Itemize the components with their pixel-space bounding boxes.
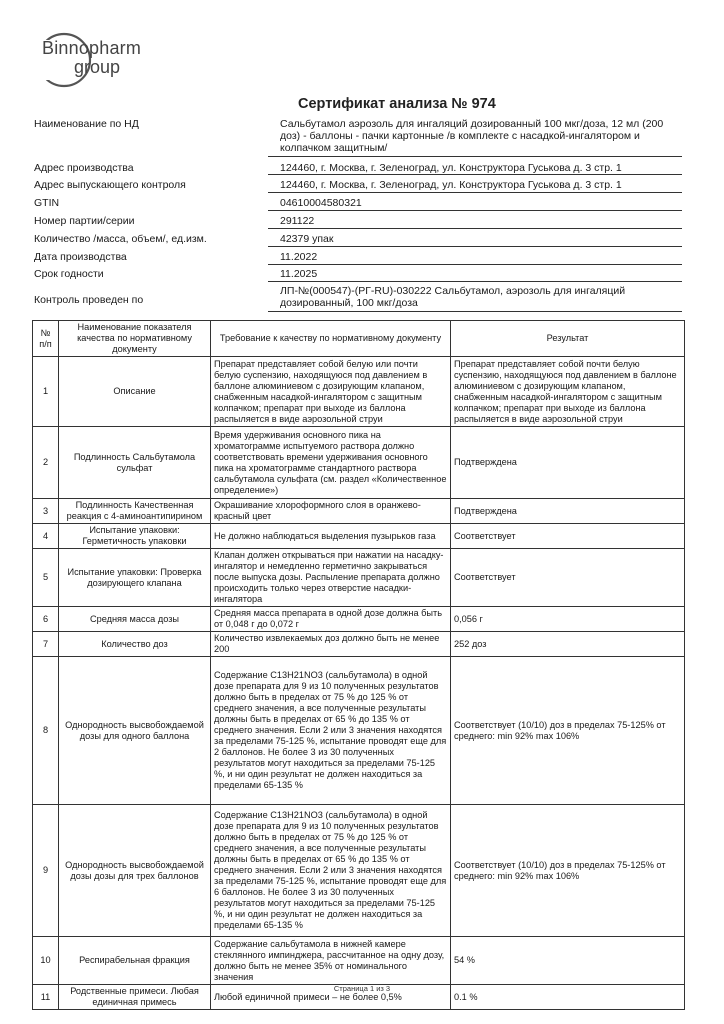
row-indicator: Однородность высвобождаемой дозы дозы для трех баллонов: [59, 805, 211, 937]
row-result: Подтверждена: [451, 499, 685, 524]
info-underline: [268, 192, 682, 193]
row-indicator: Подлинность Сальбутамола сульфат: [59, 427, 211, 499]
row-result: Соответствует (10/10) доз в пределах 75-125% от среднего: min 92% max 106%: [451, 805, 685, 937]
row-number: 11: [33, 985, 59, 1010]
row-indicator: Подлинность Качественная реакция с 4-аминоантипирином: [59, 499, 211, 524]
row-number: 6: [33, 607, 59, 632]
info-underline: [268, 264, 682, 265]
table-row: [33, 549, 685, 607]
info-label: Адрес выпускающего контроля: [34, 179, 186, 191]
table-row: [33, 657, 685, 805]
row-requirement: Содержание C13H21NO3 (сальбутамола) в одной дозе препарата для 9 из 10 полученных результатов должно быть в пределах от 75 % до 125 % от среднего значения, а все полученные результаты должны быть в пределах от 65 % до 135 % от среднего значения. Если 2 или 3 значения находятся за пределами 75-125 %, испытание проводят еще для 2 баллонов. Не более 3 из 30 полученных результатов могут находиться за пределами 75-125 %, и ни один результат не должен находиться за пределами 65-135 %: [211, 657, 451, 805]
header-requirement: Требование к качеству по нормативному документу: [211, 321, 451, 357]
info-label: Адрес производства: [34, 162, 134, 174]
info-label: Наименование по НД: [34, 118, 139, 130]
row-requirement: Окрашивание хлороформного слоя в оранжево-красный цвет: [211, 499, 451, 524]
info-value: 124460, г. Москва, г. Зеленоград, ул. Конструктора Гуськова д. 3 стр. 1: [280, 179, 622, 191]
info-value: 124460, г. Москва, г. Зеленоград, ул. Конструктора Гуськова д. 3 стр. 1: [280, 162, 622, 174]
row-number: 1: [33, 357, 59, 427]
row-number: 7: [33, 632, 59, 657]
row-requirement: Время удерживания основного пика на хроматограмме испытуемого раствора должно соответствовать времени удерживания основного пика на хроматограмме стандартного раствора сальбутамола сульфата (см. раздел «Количественное определение»): [211, 427, 451, 499]
info-label: Дата производства: [34, 251, 127, 263]
info-value: 11.2022: [280, 251, 318, 263]
logo-text-line2: group: [74, 57, 121, 77]
info-label: Количество /масса, объем/, ед.изм.: [34, 233, 207, 245]
row-result: Соответствует: [451, 549, 685, 607]
info-underline: [268, 281, 682, 282]
table-row: [33, 632, 685, 657]
row-indicator: Испытание упаковки: Герметичность упаковки: [59, 524, 211, 549]
table-row: [33, 805, 685, 937]
analysis-table: [32, 320, 685, 1010]
table-row: [33, 499, 685, 524]
row-indicator: Родственные примеси. Любая единичная примесь: [59, 985, 211, 1010]
info-underline: [268, 174, 682, 175]
logo-text-line1: Binnopharm: [42, 38, 142, 58]
table-row: [33, 607, 685, 632]
row-requirement: Средняя масса препарата в одной дозе должна быть от 0,048 г до 0,072 г: [211, 607, 451, 632]
table-row: [33, 524, 685, 549]
row-requirement: Количество извлекаемых доз должно быть не менее 200: [211, 632, 451, 657]
row-indicator: Респирабельная фракция: [59, 937, 211, 985]
info-label: GTIN: [34, 197, 60, 209]
row-result: 54 %: [451, 937, 685, 985]
row-result: Подтверждена: [451, 427, 685, 499]
row-number: 5: [33, 549, 59, 607]
row-result: Препарат представляет собой почти белую суспензию, находящуюся под давлением в баллоне алюминиевом с дозирующим клапаном, снабженным насадкой-ингалятором с защитным колпачком; препарат при выходе из баллона распыляется в виде аэрозольной струи: [451, 357, 685, 427]
table-header-row: [33, 321, 685, 357]
row-requirement: Содержание сальбутамола в нижней камере стеклянного импинджера, рассчитанное на одну дозу, должно быть не менее 35% от номинального значения: [211, 937, 451, 985]
info-label: Срок годности: [34, 268, 104, 280]
table-row: [33, 427, 685, 499]
row-result: 0,056 г: [451, 607, 685, 632]
info-value: 42379 упак: [280, 233, 334, 245]
info-label: Номер партии/серии: [34, 215, 135, 227]
row-requirement: Любой единичной примеси – не более 0,5%: [211, 985, 451, 1010]
binnopharm-logo: [36, 30, 166, 90]
info-label: Контроль проведен по: [34, 294, 144, 306]
row-indicator: Количество доз: [59, 632, 211, 657]
info-value: 291122: [280, 215, 315, 227]
info-underline: [268, 311, 682, 312]
row-result: Соответствует: [451, 524, 685, 549]
document-title: Сертификат анализа № 974: [298, 96, 496, 112]
row-indicator: Испытание упаковки: Проверка дозирующего клапана: [59, 549, 211, 607]
page-footer: Страница 1 из 3: [333, 984, 391, 993]
info-value: 04610004580321: [280, 197, 362, 209]
row-requirement: Препарат представляет собой белую или почти белую суспензию, находящуюся под давлением в баллоне алюминиевом с дозирующим клапаном, снабженным насадкой-ингалятором с защитным колпачком; препарат при выходе из баллона распыляется в виде аэрозольной струи: [211, 357, 451, 427]
row-number: 8: [33, 657, 59, 805]
info-underline: [268, 246, 682, 247]
row-number: 3: [33, 499, 59, 524]
row-indicator: Средняя масса дозы: [59, 607, 211, 632]
row-number: 10: [33, 937, 59, 985]
info-underline: [268, 228, 682, 229]
header-num: № п/п: [33, 321, 59, 357]
info-underline: [268, 156, 682, 157]
row-indicator: Описание: [59, 357, 211, 427]
row-number: 9: [33, 805, 59, 937]
row-result: Соответствует (10/10) доз в пределах 75-125% от среднего: min 92% max 106%: [451, 657, 685, 805]
info-value: 11.2025: [280, 268, 318, 280]
info-value: ЛП-№(000547)-(РГ-RU)-030222 Сальбутамол, аэрозоль для ингаляций дозированный, 100 мкг/доза: [280, 285, 626, 309]
info-underline: [268, 210, 682, 211]
row-requirement: Клапан должен открываться при нажатии на насадку-ингалятор и немедленно герметично закрываться после выпуска дозы. Распыление препарата должно происходить только через отверстие насадки-ингалятора: [211, 549, 451, 607]
row-requirement: Не должно наблюдаться выделения пузырьков газа: [211, 524, 451, 549]
header-name: Наименование показателя качества по нормативному документу: [59, 321, 211, 357]
row-number: 4: [33, 524, 59, 549]
row-requirement: Содержание C13H21NO3 (сальбутамола) в одной дозе препарата для 9 из 10 полученных результатов должно быть в пределах от 75 % до 125 % от среднего значения, а все полученные результаты должны быть в пределах от 65 % до 135 % от среднего значения. Если 2 или 3 значения находятся за пределами 75-125 %, испытание проводят еще для 6 баллонов. Не более 3 из 30 полученных результатов могут находиться за пределами 75-125 %, и ни один результат не должен находиться за пределами 65-135 %: [211, 805, 451, 937]
row-result: 252 доз: [451, 632, 685, 657]
header-result: Результат: [451, 321, 685, 357]
table-row: [33, 937, 685, 985]
row-indicator: Однородность высвобождаемой дозы для одного баллона: [59, 657, 211, 805]
table-row: [33, 357, 685, 427]
row-result: 0.1 %: [451, 985, 685, 1010]
info-value: Сальбутамол аэрозоль для ингаляций дозированный 100 мкг/доза, 12 мл (200 доз) - баллоны - пачки картонные /в комплекте с насадкой-ингалятором и колпачком защитным/: [280, 118, 664, 154]
row-number: 2: [33, 427, 59, 499]
